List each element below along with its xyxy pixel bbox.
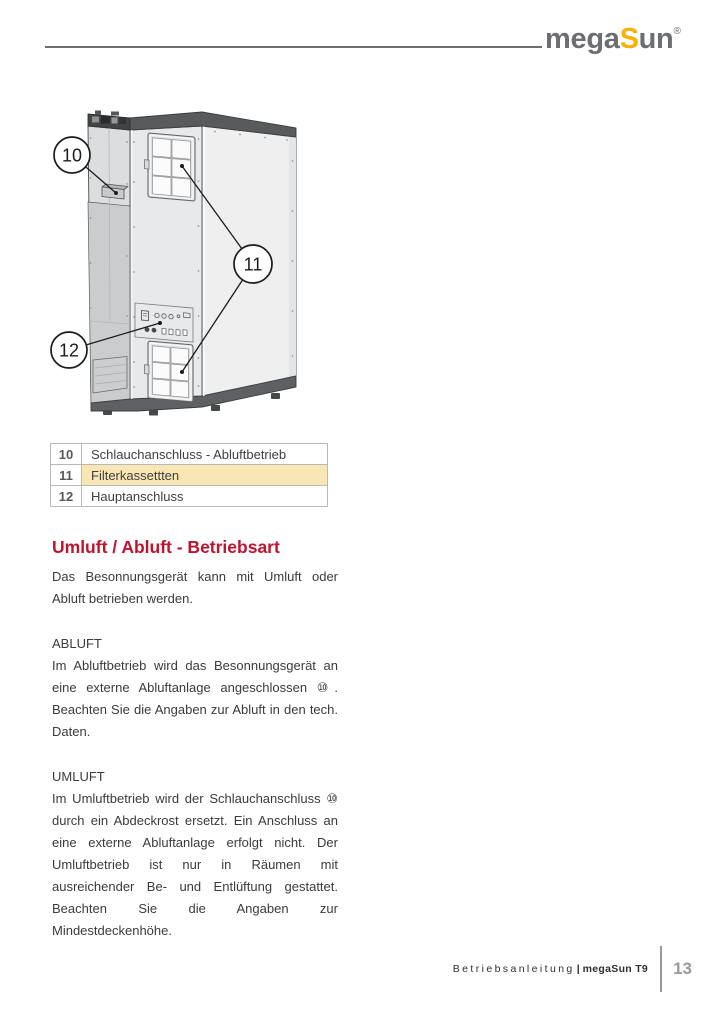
- logo-s-accent: S: [619, 23, 639, 55]
- abluft-paragraph: Im Abluftbetrieb wird das Besonnungsgerät an eine externe Abluftanlage angeschlossen ⑩. Beachten Sie die Angaben zur Abluft in den tech. Daten.: [52, 658, 338, 739]
- umluft-label: UMLUFT: [52, 769, 105, 784]
- device-body: [51, 111, 296, 416]
- top-component: [92, 117, 99, 123]
- footer-product-label: megaSun T9: [582, 963, 649, 975]
- callout-11-label: 11: [243, 254, 263, 275]
- top-component: [119, 117, 126, 124]
- table-row: [51, 465, 328, 486]
- hose-connector-box: [102, 187, 124, 199]
- footer-page-number: 13: [673, 959, 692, 978]
- registered-mark-icon: ®: [673, 26, 681, 37]
- brand-logo: [545, 15, 681, 56]
- top-component: [112, 118, 118, 124]
- page-footer: [453, 946, 692, 992]
- top-component: [101, 116, 110, 124]
- callout-12-badge: [51, 332, 87, 368]
- device-illustration: [45, 106, 300, 432]
- footer-divider: [660, 946, 662, 992]
- header-rule: [45, 46, 542, 48]
- part-number-cell: 12: [51, 486, 82, 507]
- callout-12-label: 12: [58, 340, 80, 361]
- callout-10-label: 10: [61, 145, 83, 166]
- abluft-label: ABLUFT: [52, 636, 102, 651]
- part-label-cell-highlighted: Filterkassettten: [82, 465, 328, 486]
- intro-paragraph: Das Besonnungsgerät kann mit Umluft oder Abluft betrieben werden.: [52, 569, 338, 606]
- callout-11-badge: [234, 245, 272, 283]
- filter-grid-bottom: [145, 341, 194, 402]
- part-label-cell: Hauptanschluss: [82, 486, 328, 507]
- spacer: [52, 610, 338, 633]
- foot: [271, 393, 280, 399]
- logo-mega: mega: [545, 23, 620, 55]
- side-panel-edge-shade: [289, 136, 296, 379]
- table-row: [51, 444, 328, 465]
- parts-table: [50, 443, 328, 507]
- part-label-cell: Schlauchanschluss - Abluftbetrieb: [82, 444, 328, 465]
- foot: [149, 410, 158, 416]
- filter-grid-top: [145, 133, 196, 201]
- table-row: [51, 486, 328, 507]
- footer-manual-label: Betriebsanleitung: [452, 963, 575, 975]
- vent-louver: [93, 357, 127, 394]
- foot: [211, 405, 220, 411]
- callout-10-badge: [54, 137, 90, 173]
- umluft-paragraph: Im Umluftbetrieb wird der Schlauchanschluss ⑩ durch ein Abdeckrost ersetzt. Ein Anschluss an eine externe Abluftanlage erfolgt nicht. Der Umluftbetrieb ist nur in Räumen mit ausreichender Be- und Entlüftung gestattet. Beachten Sie die Angaben zur Mindestdeckenhöhe.: [52, 791, 338, 938]
- logo-un: un: [638, 23, 674, 55]
- part-number-cell: 10: [51, 444, 82, 465]
- top-connector: [111, 112, 119, 116]
- text-column: [52, 537, 338, 942]
- part-number-cell: 11: [51, 465, 82, 486]
- section-heading: Umluft / Abluft - Betriebsart: [52, 537, 280, 557]
- top-connector: [95, 111, 101, 115]
- footer-separator: |: [576, 963, 580, 975]
- foot: [103, 410, 112, 415]
- spacer: [52, 743, 338, 766]
